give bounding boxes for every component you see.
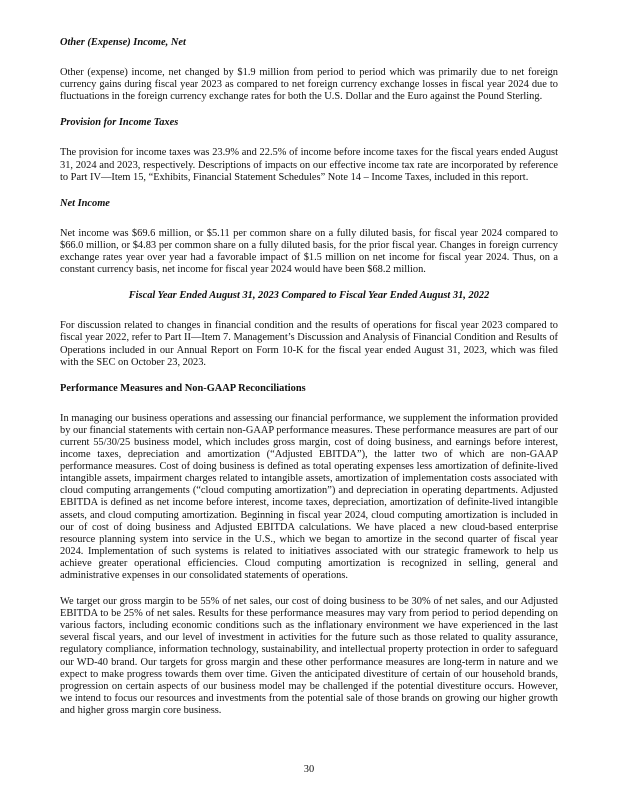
heading-other-income: Other (Expense) Income, Net (60, 37, 186, 48)
paragraph-targets: We target our gross margin to be 55% of net sales, our cost of doing business to be 30% of net sales, and our Adjusted EBITDA to be 25% of net sales. Results for these performance measures may vary from period to period depending on various factors, including economic conditions such as the inflationary environment we have experienced in the last several fiscal years, and our level of investment in activities for the future such as those related to quality assurance, regulatory compliance, information technology, sustainability, and intellectual property protection in order to safeguard our WD-40 brand. Our targets for gross margin and these other performance measures are long-term in nature and we expect to make progress towards them over time. Given the anticipated divestiture of certain of our household brands, progression on certain aspects of our business model may be challenged if the potential divestiture occurs. However, we intend to focus our resources and investments from the potential sale of those brands on growing our higher growth and higher gross margin core business. (60, 596, 558, 716)
paragraph-performance-measures: In managing our business operations and assessing our financial performance, we supplement the information provided by our financial statements with certain non-GAAP performance measures. These performance measures are part of our current 55/30/25 business model, which includes gross margin, cost of doing business, and earnings before interest, income taxes, depreciation and amortization (“Adjusted EBITDA”), the latter two of which are non-GAAP performance measures. Cost of doing business is defined as total operating expenses less amortization of definite-lived intangible assets, impairment charges related to intangible assets, amortization of implementation costs associated with cloud computing arrangements (“cloud computing amortization”) and depreciation in operating departments. Adjusted EBITDA is defined as net income before interest, income taxes, depreciation, amortization of definite-lived intangible assets, and cloud computing amortization. Beginning in fiscal year 2024, cloud computing amortization is included in our of cost of doing business and Adjusted EBITDA calculations. We have placed a new cloud-based enterprise resource planning system into service in the U.S., which we began to amortize in the second quarter of fiscal year 2024. Implementation of such systems is related to initiatives associated with our strategic framework to help us achieve greater operational efficiencies. Cloud computing amortization is recognized in selling, general and administrative expenses in our consolidated statements of operations. (60, 412, 558, 581)
page-spacer (0, 731, 618, 764)
page-number: 30 (303, 763, 315, 775)
heading-income-taxes: Provision for Income Taxes (60, 117, 179, 129)
heading-performance-measures: Performance Measures and Non-GAAP Reconciliations (60, 382, 306, 394)
paragraph-income-taxes: The provision for income taxes was 23.9% and 22.5% of income before income taxes for the fiscal years ended August 31, 2024 and 2023, respectively. Descriptions of impacts on our effective income tax rate are incorporated by reference to Part IV—Item 15, “Exhibits, Financial Statement Schedules” Note 14 – Income Taxes, included in this report. (60, 147, 558, 183)
paragraph-net-income: Net income was $69.6 million, or $5.11 per common share on a fully diluted basis, for fiscal year 2024 compared to $66.0 million, or $4.83 per common share on a fully diluted basis, for the prior fiscal year. Changes in foreign currency exchange rates year over year had a favorable impact of $1.5 million on net income for fiscal year 2024. Thus, on a constant currency basis, net income for fiscal year 2024 would have been $68.2 million. (60, 227, 558, 276)
heading-net-income: Net Income (60, 197, 110, 209)
paragraph-fy2023-comparison: For discussion related to changes in financial condition and the results of operations for fiscal year 2023 compared to fiscal year 2022, refer to Part II—Item 7. Management’s Discussion and Analysis of Financial Condition and Results of Operations included in our Annual Report on Form 10-K for the fiscal year ended August 31, 2023, which was filed with the SEC on October 23, 2023. (60, 320, 558, 368)
heading-fy2023-comparison: Fiscal Year Ended August 31, 2023 Compared to Fiscal Year Ended August 31, 2022 (128, 290, 490, 302)
paragraph-other-income: Other (expense) income, net changed by $1.9 million from period to period which was primarily due to net foreign currency gains during fiscal year 2023 as compared to net foreign currency exchange losses in fiscal year 2024 due to fluctuations in the foreign currency exchange rates for both the U.S. Dollar and the Euro against the Pound Sterling. (60, 67, 558, 103)
